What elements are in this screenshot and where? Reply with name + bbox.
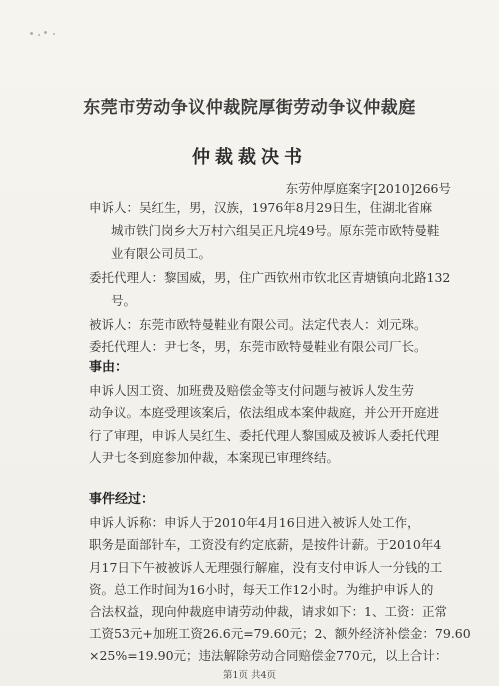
applicant-line-2: 城市铁门岗乡大万村六组吴正凡垸49号。原东莞市欧特曼鞋 [111, 223, 440, 238]
applicant-agent-line-2: 号。 [111, 293, 137, 308]
process-line-5: 合法权益，现向仲裁庭申请劳动仲裁，请求如下：1、工资：正常 [89, 604, 447, 619]
court-name: 东莞市劳动争议仲裁院厚街劳动争议仲裁庭 [83, 98, 416, 118]
applicant-line-3: 业有限公司员工。 [111, 246, 212, 261]
process-line-2: 职务是面部针车，工资没有约定底薪，是按件计薪。于2010年4 [89, 537, 442, 552]
process-line-6: 工资53元+加班工资26.6元=79.60元；2、额外经济补偿金：79.60 [89, 626, 471, 641]
respondent-agent-line: 委托代理人：尹七冬，男，东莞市欧特曼鞋业有限公司厂长。 [89, 339, 427, 354]
process-line-7: ×25%=19.90元；违法解除劳动合同赔偿金770元，以上合计： [89, 648, 448, 663]
process-line-4: 资。总工作时间为16小时，每天工作12小时。为维护申诉人的 [89, 582, 434, 597]
applicant-line-1: 申诉人：吴红生，男，汉族，1976年8月29日生，住湖北省麻 [89, 200, 433, 215]
cause-line-3: 行了审理，申诉人吴红生、委托代理人黎国威及被诉人委托代理 [89, 428, 440, 443]
section-heading-cause: 事由： [89, 360, 129, 375]
page-footer: 第1页 共4页 [222, 670, 277, 681]
document-title: 仲裁裁决书 [192, 147, 307, 168]
section-heading-process: 事件经过： [89, 492, 155, 507]
dust-speck [30, 32, 33, 35]
respondent-line: 被诉人：东莞市欧特曼鞋业有限公司。法定代表人：刘元珠。 [89, 317, 427, 332]
dust-speck [53, 33, 55, 35]
dust-speck [44, 31, 47, 34]
applicant-agent-line-1: 委托代理人：黎国威，男，住广西钦州市钦北区青塘镇向北路132 [89, 270, 451, 285]
process-line-1: 申诉人诉称：申诉人于2010年4月16日进入被诉人处工作， [89, 515, 420, 530]
process-line-3: 月17日下午被被诉人无理强行解雇，没有支付申诉人一分钱的工 [89, 560, 443, 575]
dust-speck [38, 34, 40, 36]
case-number: 东劳仲厚庭案字[2010]266号 [285, 181, 451, 196]
cause-line-1: 申诉人因工资、加班费及赔偿金等支付问题与被诉人发生劳 [89, 383, 415, 398]
cause-line-4: 人尹七冬到庭参加仲裁，本案现已审理终结。 [89, 450, 340, 465]
cause-line-2: 动争议。本庭受理该案后，依法组成本案仲裁庭，并公开开庭进 [89, 405, 440, 420]
